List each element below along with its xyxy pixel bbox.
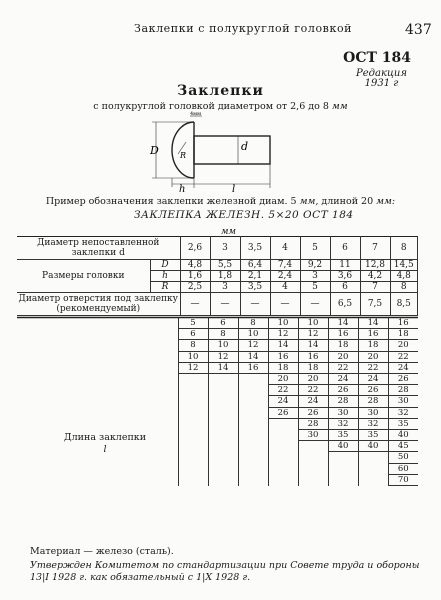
length-spacer (17, 362, 178, 373)
rivet-head (172, 122, 194, 178)
length-cell: 32 (358, 418, 388, 429)
row-diameter-label: Диаметр непоставленной заклепки d (17, 237, 180, 260)
subtitle-unit: мм (331, 101, 348, 112)
length-cell: 32 (328, 418, 358, 429)
table-cell: 8,5 (390, 293, 418, 316)
length-cell (208, 430, 238, 441)
table-cell: 3,5 (240, 282, 270, 293)
length-spacer (17, 441, 178, 452)
table-cell: 3 (210, 282, 240, 293)
length-cell (298, 452, 328, 463)
length-row (17, 474, 418, 485)
length-cell: 14 (358, 318, 388, 329)
length-cell (298, 474, 328, 485)
length-cell: 10 (178, 351, 208, 362)
designation-example: ЗАКЛЕПКА ЖЕЛЕЗН. 5×20 ОСТ 184 (134, 209, 354, 221)
length-cell: 22 (298, 385, 328, 396)
length-cell: 30 (358, 407, 388, 418)
table-cell: 7,5 (360, 293, 390, 316)
length-row (17, 430, 418, 441)
length-cell (178, 441, 208, 452)
length-row (17, 463, 418, 474)
length-cell: 28 (388, 385, 418, 396)
table-cell: 2,4 (270, 271, 300, 282)
rivet-drawing (150, 111, 292, 195)
length-cell: 30 (298, 430, 328, 441)
length-spacer (17, 351, 178, 362)
table-cell: — (270, 293, 300, 316)
length-cell: 12 (298, 329, 328, 340)
length-cell: 16 (298, 351, 328, 362)
length-cell: 35 (358, 430, 388, 441)
length-cell (238, 374, 268, 385)
length-row (17, 407, 418, 418)
length-cell (268, 463, 298, 474)
length-cell (268, 441, 298, 452)
table-cell: 6 (330, 282, 360, 293)
length-cell: 20 (328, 351, 358, 362)
edition-label: Редакция (356, 68, 407, 79)
table-cell: 4,8 (390, 271, 418, 282)
table-cell: 7 (360, 237, 390, 260)
table-cell: 4,8 (180, 260, 210, 271)
example-prefix: Пример обозначения заклепки железной диам. 5 (45, 196, 297, 207)
page-number: 437 (405, 22, 432, 38)
length-cell: 35 (328, 430, 358, 441)
length-cell: 18 (298, 362, 328, 373)
length-cell (178, 396, 208, 407)
edition-year: 1931 г (364, 78, 399, 89)
table-cell: 3 (210, 237, 240, 260)
length-cell: 28 (328, 396, 358, 407)
table-cell: 5 (300, 237, 330, 260)
hole-label: Диаметр отверстия под заклепку (рекомендуемый) (17, 293, 180, 316)
length-cell (208, 474, 238, 485)
length-cell: 45 (388, 441, 418, 452)
length-cell: 6 (178, 329, 208, 340)
length-cell: 16 (268, 351, 298, 362)
length-cell: 22 (328, 362, 358, 373)
head-symbol: D (150, 260, 180, 271)
row-hole (17, 293, 418, 316)
length-label-symbol: l (103, 444, 107, 455)
length-cell: 22 (388, 351, 418, 362)
length-spacer (17, 407, 178, 418)
length-cell: 22 (358, 362, 388, 373)
length-cell: 10 (268, 318, 298, 329)
length-cell: 8 (178, 340, 208, 351)
length-cell: 16 (238, 362, 268, 373)
length-cell: 6 (208, 318, 238, 329)
length-cell (238, 463, 268, 474)
table-cell: 3,6 (330, 271, 360, 282)
table-cell: 6,5 (330, 293, 360, 316)
table-cell: 7 (360, 282, 390, 293)
length-cell (268, 430, 298, 441)
length-cell: 35 (388, 418, 418, 429)
length-spacer (17, 318, 178, 329)
length-cell (238, 441, 268, 452)
length-table (17, 318, 418, 486)
example-line (0, 196, 441, 207)
length-cell (178, 374, 208, 385)
length-cell (208, 452, 238, 463)
length-cell: 24 (298, 396, 328, 407)
length-cell (208, 441, 238, 452)
label-top-dim: 4мм (190, 111, 201, 117)
length-cell (358, 463, 388, 474)
label-h: h (179, 184, 186, 195)
length-cell: 26 (298, 407, 328, 418)
length-cell: 10 (238, 329, 268, 340)
table-cell: 4 (270, 237, 300, 260)
head-size-label: Размеры головки (17, 260, 150, 293)
length-cell: 12 (238, 340, 268, 351)
length-cell: 14 (328, 318, 358, 329)
length-spacer (17, 396, 178, 407)
length-cell (208, 385, 238, 396)
length-cell (328, 452, 358, 463)
table-cell: 4,2 (360, 271, 390, 282)
length-cell: 12 (208, 351, 238, 362)
length-cell (178, 430, 208, 441)
label-d: d (241, 140, 249, 153)
length-row (17, 329, 418, 340)
length-spacer (17, 374, 178, 385)
length-spacer (17, 329, 178, 340)
length-cell (238, 407, 268, 418)
length-cell: 8 (238, 318, 268, 329)
length-cell: 40 (388, 430, 418, 441)
length-row (17, 351, 418, 362)
table-cell: 11 (330, 260, 360, 271)
label-D: D (150, 144, 159, 157)
length-row (17, 385, 418, 396)
length-cell (238, 396, 268, 407)
length-cell (178, 407, 208, 418)
length-cell (178, 385, 208, 396)
table-cell: 3 (300, 271, 330, 282)
length-cell (268, 474, 298, 485)
length-cell (328, 463, 358, 474)
running-header: Заклепки с полукруглой головкой (134, 22, 353, 35)
length-spacer (17, 385, 178, 396)
length-cell (208, 407, 238, 418)
length-cell (268, 418, 298, 429)
length-cell: 10 (208, 340, 238, 351)
length-label-text: Длина заклепки (63, 432, 147, 443)
length-cell: 18 (388, 329, 418, 340)
table-cell: 9,2 (300, 260, 330, 271)
table-cell: 8 (390, 282, 418, 293)
length-cell (208, 396, 238, 407)
length-cell (358, 474, 388, 485)
table-cell: 4 (270, 282, 300, 293)
head-symbol: h (150, 271, 180, 282)
length-spacer (17, 418, 178, 429)
table-cell: 5 (300, 282, 330, 293)
table-cell: 6 (330, 237, 360, 260)
approval-note: Утвержден Комитетом по стандартизации при Совете труда и обороны 13|I 1928 г. как обязательный с 1|X 1928 г. (30, 560, 420, 583)
length-cell (208, 374, 238, 385)
length-cell: 20 (268, 374, 298, 385)
length-spacer (17, 463, 178, 474)
length-cell: 30 (328, 407, 358, 418)
table-cell: 8 (390, 237, 418, 260)
length-cell: 5 (178, 318, 208, 329)
row-head-D (17, 260, 418, 271)
length-cell (178, 418, 208, 429)
length-cell: 18 (328, 340, 358, 351)
length-cell: 24 (388, 362, 418, 373)
table-cell: 2,1 (240, 271, 270, 282)
length-cell: 12 (268, 329, 298, 340)
table-cell: 6,4 (240, 260, 270, 271)
length-cell (178, 463, 208, 474)
length-cell (268, 452, 298, 463)
length-cell: 16 (328, 329, 358, 340)
length-cell: 28 (358, 396, 388, 407)
length-cell: 50 (388, 452, 418, 463)
table-cell: — (240, 293, 270, 316)
dimension-table (17, 236, 418, 316)
rivet-shank (194, 136, 270, 164)
length-row (17, 396, 418, 407)
length-cell: 40 (328, 441, 358, 452)
table-cell: 1,8 (210, 271, 240, 282)
length-cell: 14 (298, 340, 328, 351)
table-unit: мм (221, 227, 236, 237)
label-l: l (232, 184, 236, 195)
length-cell: 32 (388, 407, 418, 418)
table-cell: — (180, 293, 210, 316)
length-row (17, 318, 418, 329)
length-cell (238, 474, 268, 485)
length-cell: 18 (358, 340, 388, 351)
length-cell: 26 (388, 374, 418, 385)
table-cell: 14,5 (390, 260, 418, 271)
length-cell (298, 441, 328, 452)
length-cell: 20 (298, 374, 328, 385)
length-spacer (17, 430, 178, 441)
row-diameter (17, 237, 418, 260)
length-cell: 26 (358, 385, 388, 396)
length-cell (178, 452, 208, 463)
table-cell: 2,5 (180, 282, 210, 293)
length-cell: 26 (268, 407, 298, 418)
length-cell: 10 (298, 318, 328, 329)
length-row (17, 374, 418, 385)
length-cell: 24 (268, 396, 298, 407)
length-cell: 28 (298, 418, 328, 429)
length-cell: 14 (238, 351, 268, 362)
length-spacer (17, 452, 178, 463)
subtitle-text: с полукруглой головкой диаметром от 2,6 до 8 (93, 101, 329, 112)
length-cell (238, 430, 268, 441)
length-cell (178, 474, 208, 485)
page-subtitle (0, 101, 441, 112)
table-cell: 7,4 (270, 260, 300, 271)
length-row (17, 362, 418, 373)
length-cell: 14 (268, 340, 298, 351)
length-row (17, 441, 418, 452)
length-cell (208, 418, 238, 429)
length-cell: 20 (388, 340, 418, 351)
length-cell: 26 (328, 385, 358, 396)
length-row (17, 452, 418, 463)
table-cell: 2,6 (180, 237, 210, 260)
length-cell (238, 385, 268, 396)
length-cell: 14 (208, 362, 238, 373)
length-cell (208, 463, 238, 474)
material-note: Материал — железо (сталь). (30, 546, 174, 557)
length-spacer (17, 474, 178, 485)
length-cell (358, 452, 388, 463)
table-cell: 3,5 (240, 237, 270, 260)
head-symbol: R (150, 282, 180, 293)
length-cell (328, 474, 358, 485)
length-cell: 16 (388, 318, 418, 329)
length-cell: 60 (388, 463, 418, 474)
length-cell (298, 463, 328, 474)
label-R: R (180, 151, 187, 160)
length-cell: 22 (268, 385, 298, 396)
example-unit-1: мм, (299, 196, 319, 207)
length-row (17, 418, 418, 429)
length-spacer (17, 340, 178, 351)
length-cell: 18 (268, 362, 298, 373)
length-cell: 16 (358, 329, 388, 340)
length-cell: 12 (178, 362, 208, 373)
length-cell: 70 (388, 474, 418, 485)
length-cell: 8 (208, 329, 238, 340)
table-cell: — (210, 293, 240, 316)
table-cell: 1,6 (180, 271, 210, 282)
length-cell: 24 (328, 374, 358, 385)
page-title: Заклепки (177, 83, 264, 99)
length-cell (238, 418, 268, 429)
length-cell: 24 (358, 374, 388, 385)
length-cell: 20 (358, 351, 388, 362)
example-mid: длиной 20 (321, 196, 374, 207)
length-cell (238, 452, 268, 463)
table-cell: 12,8 (360, 260, 390, 271)
length-row (17, 340, 418, 351)
length-cell: 40 (358, 441, 388, 452)
length-cell: 30 (388, 396, 418, 407)
example-unit-2: мм: (376, 196, 396, 207)
table-cell: — (300, 293, 330, 316)
standard-code: ОСТ 184 (343, 50, 411, 66)
table-cell: 5,5 (210, 260, 240, 271)
